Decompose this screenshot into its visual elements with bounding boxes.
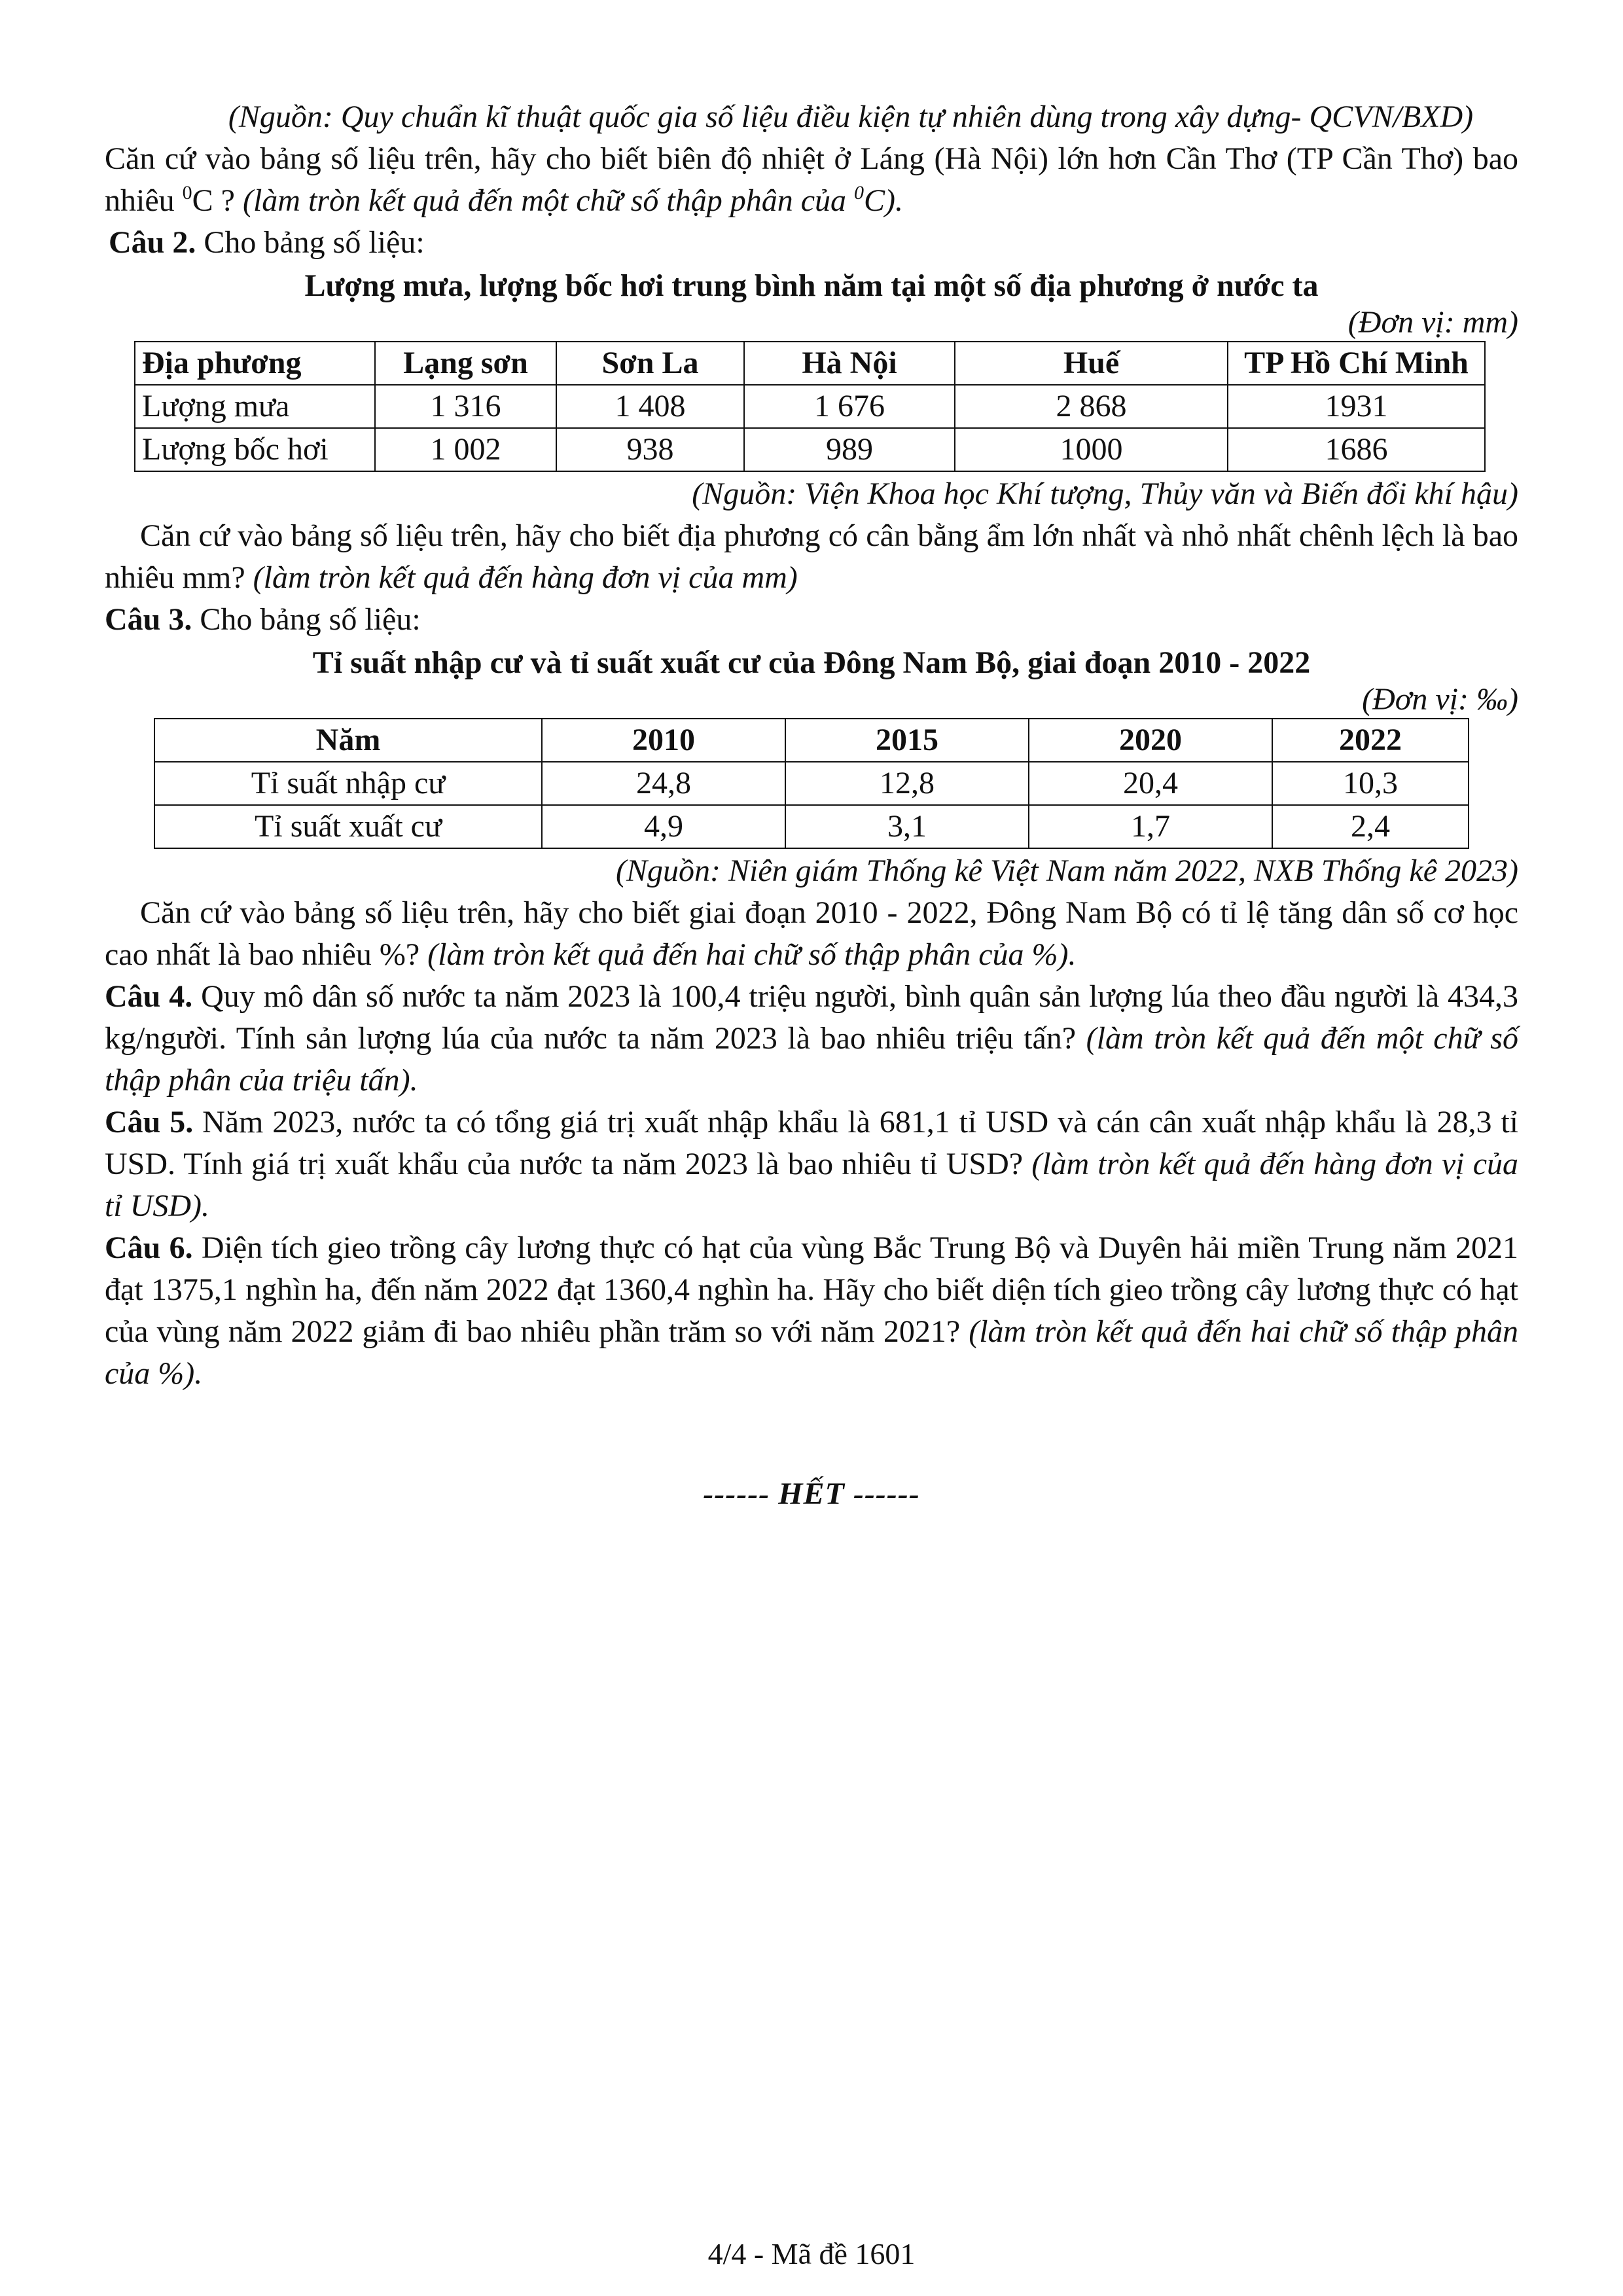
table-header-row [135,342,1485,385]
table-cell: 12,8 [785,762,1029,805]
q3-question-text: Căn cứ vào bảng số liệu trên, hãy cho biết giai đoạn 2010 - 2022, Đông Nam Bộ có tỉ lệ tăng dân số cơ học cao nhất là bao nhiêu %? [105,895,1518,972]
q1-question [105,138,1518,222]
q1-text-b: C ? [192,183,243,218]
q3-note: (làm tròn kết quả đến hai chữ số thập phân của %). [427,937,1077,972]
header-cell: Sơn La [556,342,744,385]
q5-note: (làm tròn kết quả đến hàng đơn vị của tỉ USD). [105,1147,1518,1223]
table-cell: 989 [744,428,955,471]
end-mark: ------ HẾT ------ [703,1477,920,1511]
q3-question [105,892,1518,976]
q1-note-a: (làm tròn kết quả đến một chữ số thập phân của [242,183,855,218]
q5-text: Năm 2023, nước ta có tổng giá trị xuất nhập khẩu là 681,1 tỉ USD và cán cân xuất nhập khẩu là 28,3 tỉ USD. Tính giá trị xuất khẩu của nước ta năm 2023 là bao nhiêu tỉ USD? [105,1105,1518,1181]
q4-note: (làm tròn kết quả đến một chữ số thập phân của triệu tấn). [105,1021,1518,1098]
table-cell: 1 676 [744,385,955,428]
q3-text: Cho bảng số liệu: [192,602,421,637]
table-cell: 1000 [955,428,1228,471]
q1-text-a: Căn cứ vào bảng số liệu trên, hãy cho biết biên độ nhiệt ở Láng (Hà Nội) lớn hơn Cần Thơ (TP Cần Thơ) bao nhiêu [105,141,1518,218]
table-row [135,428,1485,471]
table-cell: 3,1 [785,805,1029,848]
header-cell: 2020 [1029,719,1272,762]
table-cell: 10,3 [1272,762,1469,805]
q3-table-source: (Nguồn: Niên giám Thống kê Việt Nam năm 2022, NXB Thống kê 2023) [616,853,1518,888]
q3-intro [105,599,1518,641]
table-cell: 1931 [1228,385,1485,428]
q2-text: Cho bảng số liệu: [196,225,425,260]
q4-label: Câu 4. [105,979,193,1014]
page-footer: 4/4 - Mã đề 1601 [707,2237,916,2270]
q3-table-title: Tỉ suất nhập cư và tỉ suất xuất cư của Đông Nam Bộ, giai đoạn 2010 - 2022 [312,645,1311,680]
q6-text: Diện tích gieo trồng cây lương thực có hạt của vùng Bắc Trung Bộ và Duyên hải miền Trung năm 2021 đạt 1375,1 nghìn ha, đến năm 2022 đạt 1360,4 nghìn ha. Hãy cho biết diện tích gieo trồng cây lương thực có hạt của vùng năm 2022 giảm đi bao nhiêu phần trăm so với năm 2021? [105,1230,1519,1349]
table-cell: 2,4 [1272,805,1469,848]
q2-question [105,515,1518,599]
q1-note [243,183,903,218]
row-label: Tỉ suất nhập cư [154,762,542,805]
table-cell: 24,8 [542,762,785,805]
header-cell: Huế [955,342,1228,385]
table-cell: 2 868 [955,385,1228,428]
table-header-row [154,719,1469,762]
q2-table-source: (Nguồn: Viện Khoa học Khí tượng, Thủy văn và Biến đổi khí hậu) [692,476,1518,511]
header-cell: 2010 [542,719,785,762]
q2-label: Câu 2. [109,225,196,260]
table-cell: 1 408 [556,385,744,428]
q4-question [105,976,1518,1102]
row-label: Lượng mưa [135,385,375,428]
q1-note-b: C). [864,183,904,218]
q5-label: Câu 5. [105,1105,194,1139]
table-cell: 1 316 [375,385,556,428]
table-cell: 938 [556,428,744,471]
header-cell: Năm [154,719,542,762]
q2-question-text: Căn cứ vào bảng số liệu trên, hãy cho biết địa phương có cân bằng ẩm lớn nhất và nhỏ nhất chênh lệch là bao nhiêu mm? [105,518,1518,595]
q5-question [105,1102,1518,1227]
table-cell: 4,9 [542,805,785,848]
row-label: Tỉ suất xuất cư [154,805,542,848]
q2-table-title: Lượng mưa, lượng bốc hơi trung bình năm tại một số địa phương ở nước ta [304,268,1319,303]
table1-source: (Nguồn: Quy chuẩn kĩ thuật quốc gia số liệu điều kiện tự nhiên dùng trong xây dựng- QCVN/BXD) [228,99,1474,134]
q2-table-unit: (Đơn vị: mm) [1347,305,1518,340]
header-cell: 2015 [785,719,1029,762]
q6-question [105,1227,1518,1395]
table-cell: 20,4 [1029,762,1272,805]
q3-label: Câu 3. [105,602,192,637]
table-cell: 1,7 [1029,805,1272,848]
header-cell: 2022 [1272,719,1469,762]
q1-superscript: 0 [182,182,192,204]
q3-table-unit: (Đơn vị: ‰) [1362,682,1518,717]
header-cell: Hà Nội [744,342,955,385]
q6-note: (làm tròn kết quả đến hai chữ số thập phân của %). [105,1314,1518,1391]
rain-evaporation-table [134,341,1486,472]
header-cell: TP Hồ Chí Minh [1228,342,1485,385]
q2-intro [105,222,1518,264]
q6-label: Câu 6. [105,1230,193,1265]
migration-rate-table [154,718,1469,849]
q4-text: Quy mô dân số nước ta năm 2023 là 100,4 triệu người, bình quân sản lượng lúa theo đầu người là 434,3 kg/người. Tính sản lượng lúa của nước ta năm 2023 là bao nhiêu triệu tấn? [105,979,1519,1056]
q1-note-superscript: 0 [854,182,865,204]
table-row [154,805,1469,848]
header-cell: Lạng sơn [375,342,556,385]
row-label: Lượng bốc hơi [135,428,375,471]
table-cell: 1686 [1228,428,1485,471]
header-cell: Địa phương [135,342,375,385]
q2-note: (làm tròn kết quả đến hàng đơn vị của mm) [253,560,798,595]
table-cell: 1 002 [375,428,556,471]
table-row [154,762,1469,805]
table-row [135,385,1485,428]
